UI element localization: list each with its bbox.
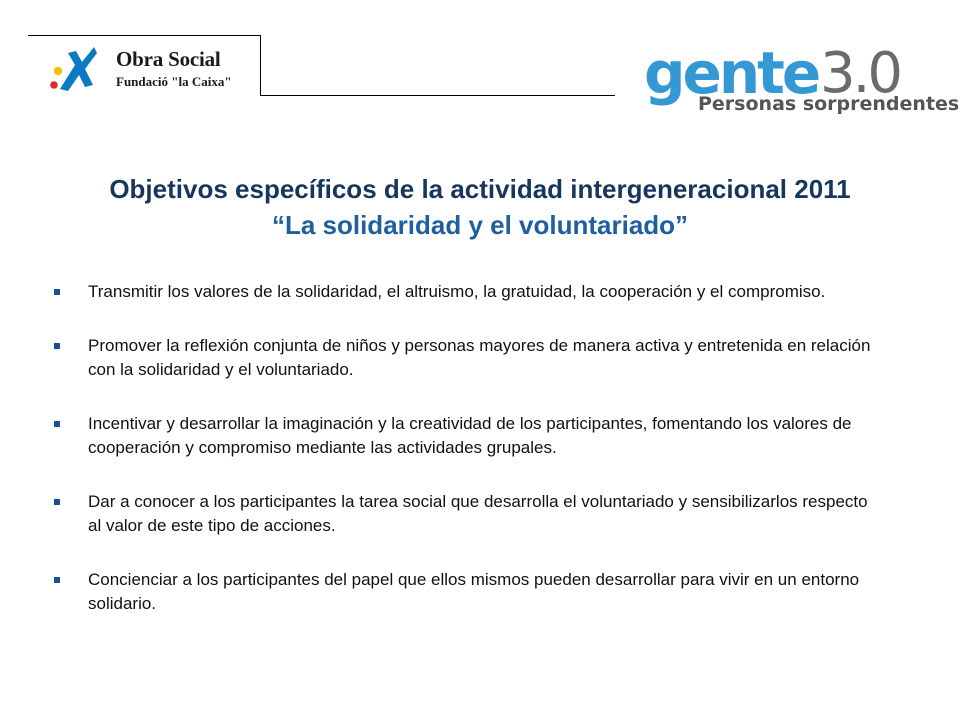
header-frame-divider (260, 35, 261, 95)
bullet-square-icon (54, 499, 60, 505)
gente-logo (640, 39, 960, 125)
bullet-square-icon (54, 343, 60, 349)
list-item-text: Concienciar a los participantes del papel que ellos mismos pueden desarrollar para vivir en un entorno solidario. (88, 570, 860, 613)
gente-version: 3.0 (820, 41, 901, 106)
header-frame-top-line (28, 35, 260, 36)
bullet-square-icon (54, 289, 60, 295)
list-item (52, 280, 882, 304)
bullet-square-icon (54, 421, 60, 427)
list-item-text: Transmitir los valores de la solidaridad, el altruismo, la gratuidad, la cooperación y el compromiso. (88, 282, 826, 301)
obra-social-sub: Fundació "la Caixa" (116, 74, 232, 89)
la-caixa-star-icon (48, 45, 98, 95)
gente-word: gente (644, 39, 819, 107)
obra-social-logo (48, 45, 248, 95)
objectives-list (52, 280, 882, 646)
list-item (52, 412, 882, 460)
list-item-text: Promover la reflexión conjunta de niños y personas mayores de manera activa y entretenida en relación con la solidaridad y el voluntariado. (88, 336, 871, 379)
header-frame-bottom-line (260, 95, 615, 96)
obra-social-name: Obra Social (116, 47, 221, 71)
slide-title: Objetivos específicos de la actividad intergeneracional 2011 (109, 174, 851, 204)
list-item (52, 334, 882, 382)
list-item-text: Dar a conocer a los participantes la tarea social que desarrolla el voluntariado y sensibilizarlos respecto al valor de este tipo de acciones. (88, 492, 868, 535)
list-item (52, 568, 882, 616)
bullet-square-icon (54, 577, 60, 583)
list-item (52, 490, 882, 538)
list-item-text: Incentivar y desarrollar la imaginación y la creatividad de los participantes, fomentando los valores de cooperación y compromiso mediante las actividades grupales. (88, 414, 852, 457)
slide-subtitle: “La solidaridad y el voluntariado” (271, 210, 689, 240)
gente-tagline: Personas sorprendentes (698, 93, 960, 115)
